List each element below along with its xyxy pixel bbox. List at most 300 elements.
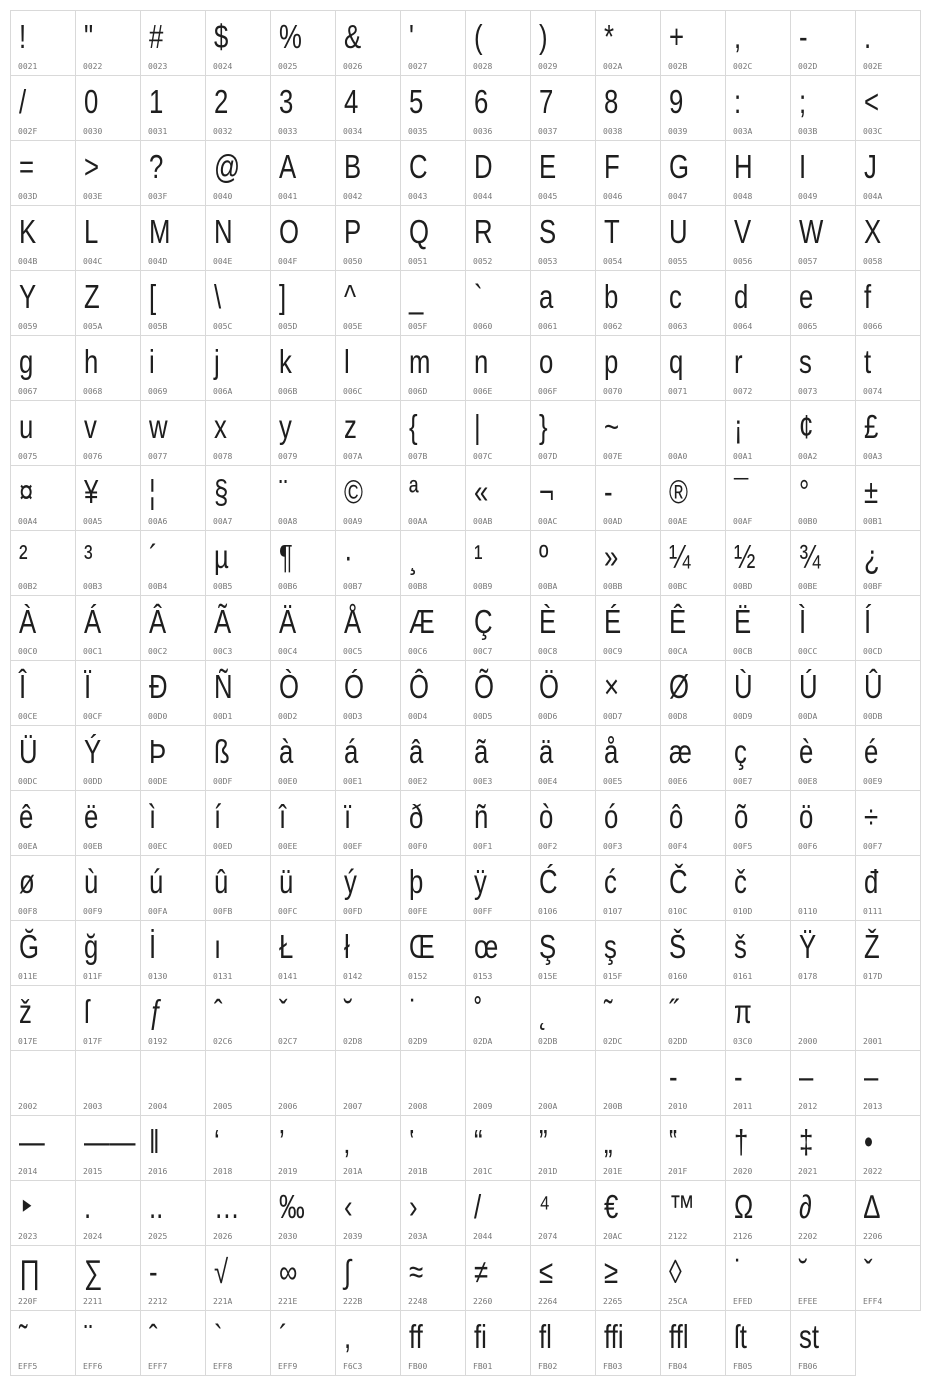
glyph-code: 00DF	[213, 777, 233, 786]
glyph-char: å	[604, 733, 619, 770]
glyph-char: ÿ	[474, 863, 487, 900]
glyph-cell	[596, 531, 661, 596]
glyph-code: 2011	[733, 1102, 753, 1111]
glyph-cell	[271, 141, 336, 206]
glyph-cell	[11, 11, 76, 76]
glyph-code: 201B	[408, 1167, 428, 1176]
glyph-code: 006C	[343, 387, 363, 396]
glyph-code: 00BE	[798, 582, 818, 591]
glyph-char: Â	[149, 603, 167, 640]
glyph-cell	[336, 791, 401, 856]
glyph-cell	[76, 921, 141, 986]
glyph-code: 03C0	[733, 1037, 753, 1046]
glyph-cell	[141, 76, 206, 141]
glyph-code: 002E	[863, 62, 883, 71]
glyph-code: 00E1	[343, 777, 363, 786]
glyph-code: 00FA	[148, 907, 168, 916]
glyph-code: 00F6	[798, 842, 818, 851]
glyph-cell	[596, 856, 661, 921]
glyph-char: ˜	[19, 1318, 28, 1355]
glyph-cell	[271, 206, 336, 271]
glyph-code: 2206	[863, 1232, 883, 1241]
glyph-char: ‖	[149, 1123, 160, 1160]
glyph-char: B	[344, 148, 362, 185]
glyph-code: 00DB	[863, 712, 883, 721]
glyph-code: 00FE	[408, 907, 428, 916]
glyph-cell	[206, 1051, 271, 1116]
glyph-code: 2009	[473, 1102, 493, 1111]
glyph-code: 0071	[668, 387, 688, 396]
glyph-code: 2000	[798, 1037, 818, 1046]
glyph-cell	[11, 921, 76, 986]
glyph-code: 2122	[668, 1232, 688, 1241]
glyph-code: 0161	[733, 972, 753, 981]
glyph-code: EFED	[733, 1297, 753, 1306]
glyph-char: h	[84, 343, 99, 380]
glyph-code: 004C	[83, 257, 103, 266]
glyph-code: 0078	[213, 452, 233, 461]
glyph-char: !	[19, 18, 27, 55]
glyph-cell	[596, 76, 661, 141]
glyph-code: 00E4	[538, 777, 558, 786]
glyph-cell	[141, 401, 206, 466]
glyph-code: 005C	[213, 322, 233, 331]
glyph-cell	[271, 401, 336, 466]
glyph-cell	[206, 466, 271, 531]
glyph-cell	[76, 726, 141, 791]
glyph-code: 00C9	[603, 647, 623, 656]
glyph-cell	[401, 76, 466, 141]
glyph-cell	[141, 1246, 206, 1311]
glyph-cell	[271, 336, 336, 401]
glyph-code: 02DB	[538, 1037, 558, 1046]
glyph-code: 2006	[278, 1102, 298, 1111]
glyph-char: É	[604, 603, 622, 640]
glyph-cell	[76, 596, 141, 661]
glyph-code: 00C7	[473, 647, 493, 656]
glyph-char: œ	[474, 928, 499, 965]
glyph-char: 1	[149, 83, 164, 120]
glyph-char: P	[344, 213, 362, 250]
glyph-code: 00CF	[83, 712, 103, 721]
glyph-cell	[76, 11, 141, 76]
glyph-cell	[856, 1116, 921, 1181]
glyph-code: 00C1	[83, 647, 103, 656]
glyph-cell	[791, 1051, 856, 1116]
glyph-char: Ý	[84, 733, 102, 770]
glyph-char: ¨	[279, 473, 288, 510]
glyph-cell	[856, 271, 921, 336]
glyph-cell	[531, 791, 596, 856]
glyph-cell	[141, 206, 206, 271]
glyph-char: ł	[344, 928, 350, 965]
glyph-cell	[661, 596, 726, 661]
glyph-cell	[531, 726, 596, 791]
glyph-cell	[466, 336, 531, 401]
glyph-cell	[76, 401, 141, 466]
glyph-cell	[141, 726, 206, 791]
glyph-char: $	[214, 18, 229, 55]
glyph-code: 00E0	[278, 777, 298, 786]
glyph-cell	[531, 596, 596, 661]
glyph-code: 2003	[83, 1102, 103, 1111]
glyph-code: 00C5	[343, 647, 363, 656]
glyph-cell	[466, 401, 531, 466]
glyph-char: û	[214, 863, 229, 900]
glyph-code: 00AC	[538, 517, 558, 526]
glyph-code: 00AF	[733, 517, 753, 526]
glyph-code: 00D2	[278, 712, 298, 721]
glyph-code: 00AA	[408, 517, 428, 526]
glyph-char: ſ	[84, 993, 90, 1030]
glyph-char: ü	[279, 863, 294, 900]
glyph-char: ^	[344, 278, 357, 315]
glyph-char: í	[214, 798, 222, 835]
glyph-char: Ù	[734, 668, 753, 705]
glyph-char: ñ	[474, 798, 489, 835]
glyph-cell	[271, 726, 336, 791]
glyph-char: ſt	[734, 1318, 747, 1355]
glyph-char: Ł	[279, 928, 294, 965]
glyph-char: 3	[279, 83, 294, 120]
glyph-char: ‰	[279, 1188, 305, 1225]
glyph-char: ∞	[279, 1253, 298, 1290]
glyph-code: 0048	[733, 192, 753, 201]
glyph-char: •	[864, 1123, 874, 1160]
glyph-char: ¼	[669, 538, 691, 575]
glyph-cell	[856, 1246, 921, 1311]
glyph-cell	[141, 336, 206, 401]
glyph-code: 00FB	[213, 907, 233, 916]
glyph-code: 004B	[18, 257, 38, 266]
glyph-code: 2025	[148, 1232, 168, 1241]
glyph-cell	[661, 336, 726, 401]
glyph-cell	[76, 986, 141, 1051]
glyph-cell	[206, 531, 271, 596]
glyph-char: \	[214, 278, 222, 315]
glyph-code: 00DD	[83, 777, 103, 786]
glyph-cell	[726, 271, 791, 336]
glyph-cell	[336, 661, 401, 726]
glyph-char: I	[799, 148, 807, 185]
glyph-char: '	[409, 18, 414, 55]
glyph-char: ——	[84, 1123, 136, 1160]
glyph-cell	[596, 466, 661, 531]
glyph-code: 00FC	[278, 907, 298, 916]
glyph-code: 0059	[18, 322, 38, 331]
glyph-code: 0023	[148, 62, 168, 71]
glyph-cell	[856, 986, 921, 1051]
glyph-cell	[856, 791, 921, 856]
glyph-char: st	[799, 1318, 820, 1355]
glyph-cell	[596, 791, 661, 856]
glyph-char: -	[799, 18, 808, 55]
glyph-code: 00CE	[18, 712, 38, 721]
glyph-char: `	[474, 278, 483, 315]
glyph-cell	[596, 1116, 661, 1181]
glyph-cell	[531, 856, 596, 921]
glyph-cell	[726, 466, 791, 531]
glyph-char: r	[734, 343, 743, 380]
glyph-code: 003E	[83, 192, 103, 201]
glyph-cell	[596, 1311, 661, 1376]
glyph-cell	[466, 1181, 531, 1246]
glyph-code: 0178	[798, 972, 818, 981]
glyph-code: 2007	[343, 1102, 363, 1111]
glyph-code: 00EF	[343, 842, 363, 851]
glyph-code: 002B	[668, 62, 688, 71]
glyph-code: 007E	[603, 452, 623, 461]
glyph-char: <	[864, 83, 880, 120]
glyph-code: 0062	[603, 322, 623, 331]
glyph-char: €	[604, 1188, 619, 1225]
glyph-code: 0030	[83, 127, 103, 136]
glyph-char: …	[214, 1188, 240, 1225]
glyph-cell	[401, 1311, 466, 1376]
glyph-code: 00D6	[538, 712, 558, 721]
glyph-cell	[661, 531, 726, 596]
glyph-cell	[856, 401, 921, 466]
glyph-cell	[271, 1181, 336, 1246]
glyph-cell	[11, 466, 76, 531]
glyph-cell	[336, 726, 401, 791]
glyph-code: 0069	[148, 387, 168, 396]
glyph-cell	[466, 596, 531, 661]
glyph-char: -	[669, 1058, 678, 1095]
glyph-cell	[726, 1246, 791, 1311]
glyph-code: 20AC	[603, 1232, 623, 1241]
glyph-cell	[791, 141, 856, 206]
glyph-cell	[11, 1311, 76, 1376]
glyph-cell	[726, 401, 791, 466]
glyph-cell	[726, 531, 791, 596]
glyph-char: ð	[409, 798, 424, 835]
glyph-char: Q	[409, 213, 430, 250]
glyph-char: ö	[799, 798, 814, 835]
glyph-code: 0072	[733, 387, 753, 396]
glyph-cell	[206, 401, 271, 466]
glyph-code: 017D	[863, 972, 883, 981]
glyph-cell	[726, 1051, 791, 1116]
glyph-code: 0079	[278, 452, 298, 461]
glyph-code: 004E	[213, 257, 233, 266]
glyph-char: ƒ	[149, 993, 164, 1030]
glyph-cell	[791, 336, 856, 401]
glyph-char: Ω	[734, 1188, 754, 1225]
glyph-char: ì	[149, 798, 157, 835]
glyph-cell	[11, 271, 76, 336]
glyph-char: ff	[409, 1318, 423, 1355]
glyph-cell	[856, 206, 921, 271]
glyph-code: 0152	[408, 972, 428, 981]
glyph-code: 00E3	[473, 777, 493, 786]
glyph-cell	[531, 11, 596, 76]
glyph-char: ğ	[84, 928, 99, 965]
glyph-char: F	[604, 148, 620, 185]
glyph-char: è	[799, 733, 814, 770]
glyph-char: -	[149, 1253, 158, 1290]
glyph-cell	[596, 1246, 661, 1311]
glyph-cell	[596, 986, 661, 1051]
glyph-cell	[466, 986, 531, 1051]
glyph-code: EFF4	[863, 1297, 883, 1306]
glyph-char: Å	[344, 603, 362, 640]
glyph-code: 00C2	[148, 647, 168, 656]
glyph-char: +	[669, 18, 685, 55]
glyph-code: EFF6	[83, 1362, 103, 1371]
glyph-cell	[596, 1051, 661, 1116]
glyph-cell	[141, 466, 206, 531]
glyph-char: >	[84, 148, 100, 185]
glyph-code: EFF5	[18, 1362, 38, 1371]
glyph-cell	[466, 271, 531, 336]
glyph-cell	[76, 791, 141, 856]
glyph-code: 0053	[538, 257, 558, 266]
glyph-code: 2212	[148, 1297, 168, 1306]
glyph-code: 003F	[148, 192, 168, 201]
glyph-char: ×	[604, 668, 620, 705]
glyph-char: ¸	[409, 538, 418, 575]
glyph-code: 00CC	[798, 647, 818, 656]
glyph-char: o	[539, 343, 554, 380]
glyph-cell	[401, 856, 466, 921]
glyph-cell	[11, 1116, 76, 1181]
glyph-code: 0028	[473, 62, 493, 71]
glyph-cell	[76, 1311, 141, 1376]
glyph-char: 6	[474, 83, 489, 120]
glyph-cell	[466, 1116, 531, 1181]
glyph-code: 0055	[668, 257, 688, 266]
glyph-char: p	[604, 343, 619, 380]
glyph-code: 011F	[83, 972, 103, 981]
glyph-code: 200A	[538, 1102, 558, 1111]
glyph-code: 0074	[863, 387, 883, 396]
glyph-cell	[11, 206, 76, 271]
glyph-code: 003C	[863, 127, 883, 136]
glyph-code: 0046	[603, 192, 623, 201]
glyph-code: 2260	[473, 1297, 493, 1306]
glyph-code: 005E	[343, 322, 363, 331]
glyph-char: ç	[734, 733, 747, 770]
glyph-code: 0141	[278, 972, 298, 981]
glyph-code: 00B2	[18, 582, 38, 591]
glyph-cell	[401, 401, 466, 466]
glyph-cell	[401, 531, 466, 596]
glyph-code: 2001	[863, 1037, 883, 1046]
glyph-code: 0067	[18, 387, 38, 396]
glyph-char: _	[409, 278, 424, 315]
glyph-code: 006B	[278, 387, 298, 396]
glyph-cell	[11, 791, 76, 856]
glyph-char: [	[149, 278, 157, 315]
glyph-char: ć	[604, 863, 617, 900]
glyph-char: E	[539, 148, 557, 185]
glyph-char: ž	[19, 993, 32, 1030]
glyph-code: 00D8	[668, 712, 688, 721]
glyph-char: 4	[344, 83, 359, 120]
glyph-code: EFF7	[148, 1362, 168, 1371]
glyph-char: â	[409, 733, 424, 770]
glyph-code: 0035	[408, 127, 428, 136]
glyph-code: 00C4	[278, 647, 298, 656]
glyph-code: 2020	[733, 1167, 753, 1176]
glyph-code: 00BF	[863, 582, 883, 591]
glyph-char: ë	[84, 798, 99, 835]
glyph-code: 0051	[408, 257, 428, 266]
glyph-cell	[76, 141, 141, 206]
glyph-cell	[726, 661, 791, 726]
glyph-code: 00A2	[798, 452, 818, 461]
glyph-char: ˝	[669, 993, 678, 1030]
glyph-code: 0052	[473, 257, 493, 266]
glyph-code: 02DA	[473, 1037, 493, 1046]
glyph-cell	[401, 11, 466, 76]
glyph-char: Ï	[84, 668, 92, 705]
glyph-code: 007B	[408, 452, 428, 461]
glyph-char: /	[19, 83, 27, 120]
glyph-code: 0021	[18, 62, 38, 71]
glyph-code: 00B5	[213, 582, 233, 591]
glyph-cell	[271, 466, 336, 531]
glyph-cell	[856, 1051, 921, 1116]
glyph-code: 006F	[538, 387, 558, 396]
glyph-cell	[726, 1116, 791, 1181]
glyph-char: 9	[669, 83, 684, 120]
glyph-code: FB04	[668, 1362, 688, 1371]
glyph-code: 007C	[473, 452, 493, 461]
glyph-code: 00C3	[213, 647, 233, 656]
glyph-code: 02C6	[213, 1037, 233, 1046]
glyph-cell	[206, 206, 271, 271]
glyph-char: Ş	[539, 928, 557, 965]
glyph-code: 0038	[603, 127, 623, 136]
glyph-code: 0057	[798, 257, 818, 266]
glyph-char: Z	[84, 278, 100, 315]
glyph-code: 2008	[408, 1102, 428, 1111]
glyph-code: 2010	[668, 1102, 688, 1111]
glyph-char: ≈	[409, 1253, 424, 1290]
glyph-char: g	[19, 343, 34, 380]
glyph-char: İ	[149, 928, 157, 965]
glyph-cell	[206, 921, 271, 986]
glyph-code: 00D7	[603, 712, 623, 721]
glyph-cell	[466, 791, 531, 856]
glyph-char: š	[734, 928, 747, 965]
glyph-code: 00E8	[798, 777, 818, 786]
glyph-code: 02D9	[408, 1037, 428, 1046]
glyph-cell	[791, 1181, 856, 1246]
glyph-code: 00DC	[18, 777, 38, 786]
glyph-char: A	[279, 148, 297, 185]
glyph-code: 0107	[603, 907, 623, 916]
glyph-cell	[206, 726, 271, 791]
glyph-char: ⁴	[539, 1188, 551, 1225]
glyph-cell	[466, 466, 531, 531]
glyph-char: ª	[409, 473, 419, 510]
glyph-code: 2022	[863, 1167, 883, 1176]
glyph-code: 2202	[798, 1232, 818, 1241]
glyph-cell	[76, 531, 141, 596]
glyph-char: T	[604, 213, 620, 250]
glyph-char: ÷	[864, 798, 879, 835]
glyph-code: 00D0	[148, 712, 168, 721]
glyph-code: 00C6	[408, 647, 428, 656]
glyph-char: Ò	[279, 668, 300, 705]
glyph-cell	[596, 336, 661, 401]
glyph-char: á	[344, 733, 359, 770]
glyph-char: ‚	[344, 1123, 350, 1160]
glyph-code: FB00	[408, 1362, 428, 1371]
